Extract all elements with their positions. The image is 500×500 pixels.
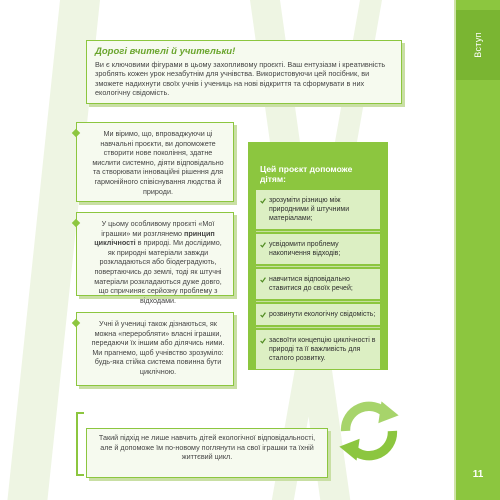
divider bbox=[256, 301, 380, 302]
goals-panel bbox=[248, 142, 388, 370]
goal-text: усвідомити проблему накопичення відходів; bbox=[269, 241, 341, 257]
summary-card bbox=[86, 428, 328, 478]
goal-text: зрозуміти різницю між природними й штучними матеріалами; bbox=[269, 197, 350, 222]
info-card-text: Ми віримо, що, впроваджуючи ці навчальні проєкти, ви допоможете створити нове покоління, здатне мислити системно, діяти відповідально та створювати інноваційні рішення для гармонійного співіснування людства й природи. bbox=[92, 129, 224, 196]
info-card bbox=[76, 122, 234, 202]
goal-item bbox=[256, 190, 380, 229]
text-part: в природі. Ми дослідимо, як природні матеріали завжди розкладаються або біодеградують, повертаючись до землі, тоді як штучні матеріали розкладаються дуже довго, що спричиняє серйозну проблему з відходами. bbox=[94, 238, 222, 305]
check-icon bbox=[260, 338, 266, 344]
goal-item bbox=[256, 269, 380, 299]
check-icon bbox=[260, 242, 266, 248]
check-icon bbox=[260, 277, 266, 283]
section-tab bbox=[456, 10, 500, 80]
goal-item bbox=[256, 304, 380, 325]
divider bbox=[256, 231, 380, 232]
info-card bbox=[76, 312, 234, 386]
intro-box bbox=[86, 40, 402, 104]
divider bbox=[256, 327, 380, 328]
divider bbox=[256, 266, 380, 267]
bracket-decoration bbox=[76, 412, 84, 476]
info-card-text: Учні й учениці також дізнаються, як можна «переробляти» власні іграшки, передаючи їх іншим або ділячись ними. Ми прагнемо, щоб учнівство зрозуміло: будь-яка стійка система повинна бути циклічною. bbox=[91, 319, 225, 376]
info-card-text bbox=[91, 219, 225, 305]
check-icon bbox=[260, 198, 266, 204]
info-card bbox=[76, 212, 234, 305]
intro-title: Дорогі вчителі й учительки! bbox=[95, 46, 236, 57]
intro-text: Ви є ключовими фігурами в цьому захопливому проєкті. Ваш ентузіазм і креативність зроблять кожен урок незабутнім для учнівства. Використовуючи цей посібник, ви зможете надихнути своїх учнів і учениць на нові відкриття та сформувати в них екологічну свідомість. bbox=[95, 60, 386, 97]
goal-item bbox=[256, 234, 380, 264]
check-icon bbox=[260, 312, 266, 318]
section-tab-label: Вступ bbox=[472, 32, 483, 58]
goal-text: розвинути екологічну свідомість; bbox=[269, 311, 376, 318]
diamond-bullet-icon bbox=[72, 319, 80, 327]
bold-term: принцип циклічності bbox=[94, 228, 215, 248]
goal-item bbox=[256, 330, 380, 369]
page-number: 11 bbox=[472, 469, 484, 480]
sidebar bbox=[456, 0, 500, 500]
text-part: У цьому особливому проєкті «Мої іграшки» ми розглянемо bbox=[101, 219, 215, 238]
recycle-arrows-icon bbox=[330, 392, 408, 470]
goals-title: Цей проєкт допоможе дітям: bbox=[260, 164, 353, 184]
goal-text: засвоїти концепцію циклічності в природі та її важливість для сталого розвитку. bbox=[269, 337, 376, 362]
goal-text: навчитися відповідально ставитися до своїх речей; bbox=[269, 276, 353, 292]
summary-text: Такий підхід не лише навчить дітей екологічної відповідальності, але й допоможе їм по-новому поглянути на свої іграшки та їхній життєвий цикл. bbox=[98, 433, 316, 462]
